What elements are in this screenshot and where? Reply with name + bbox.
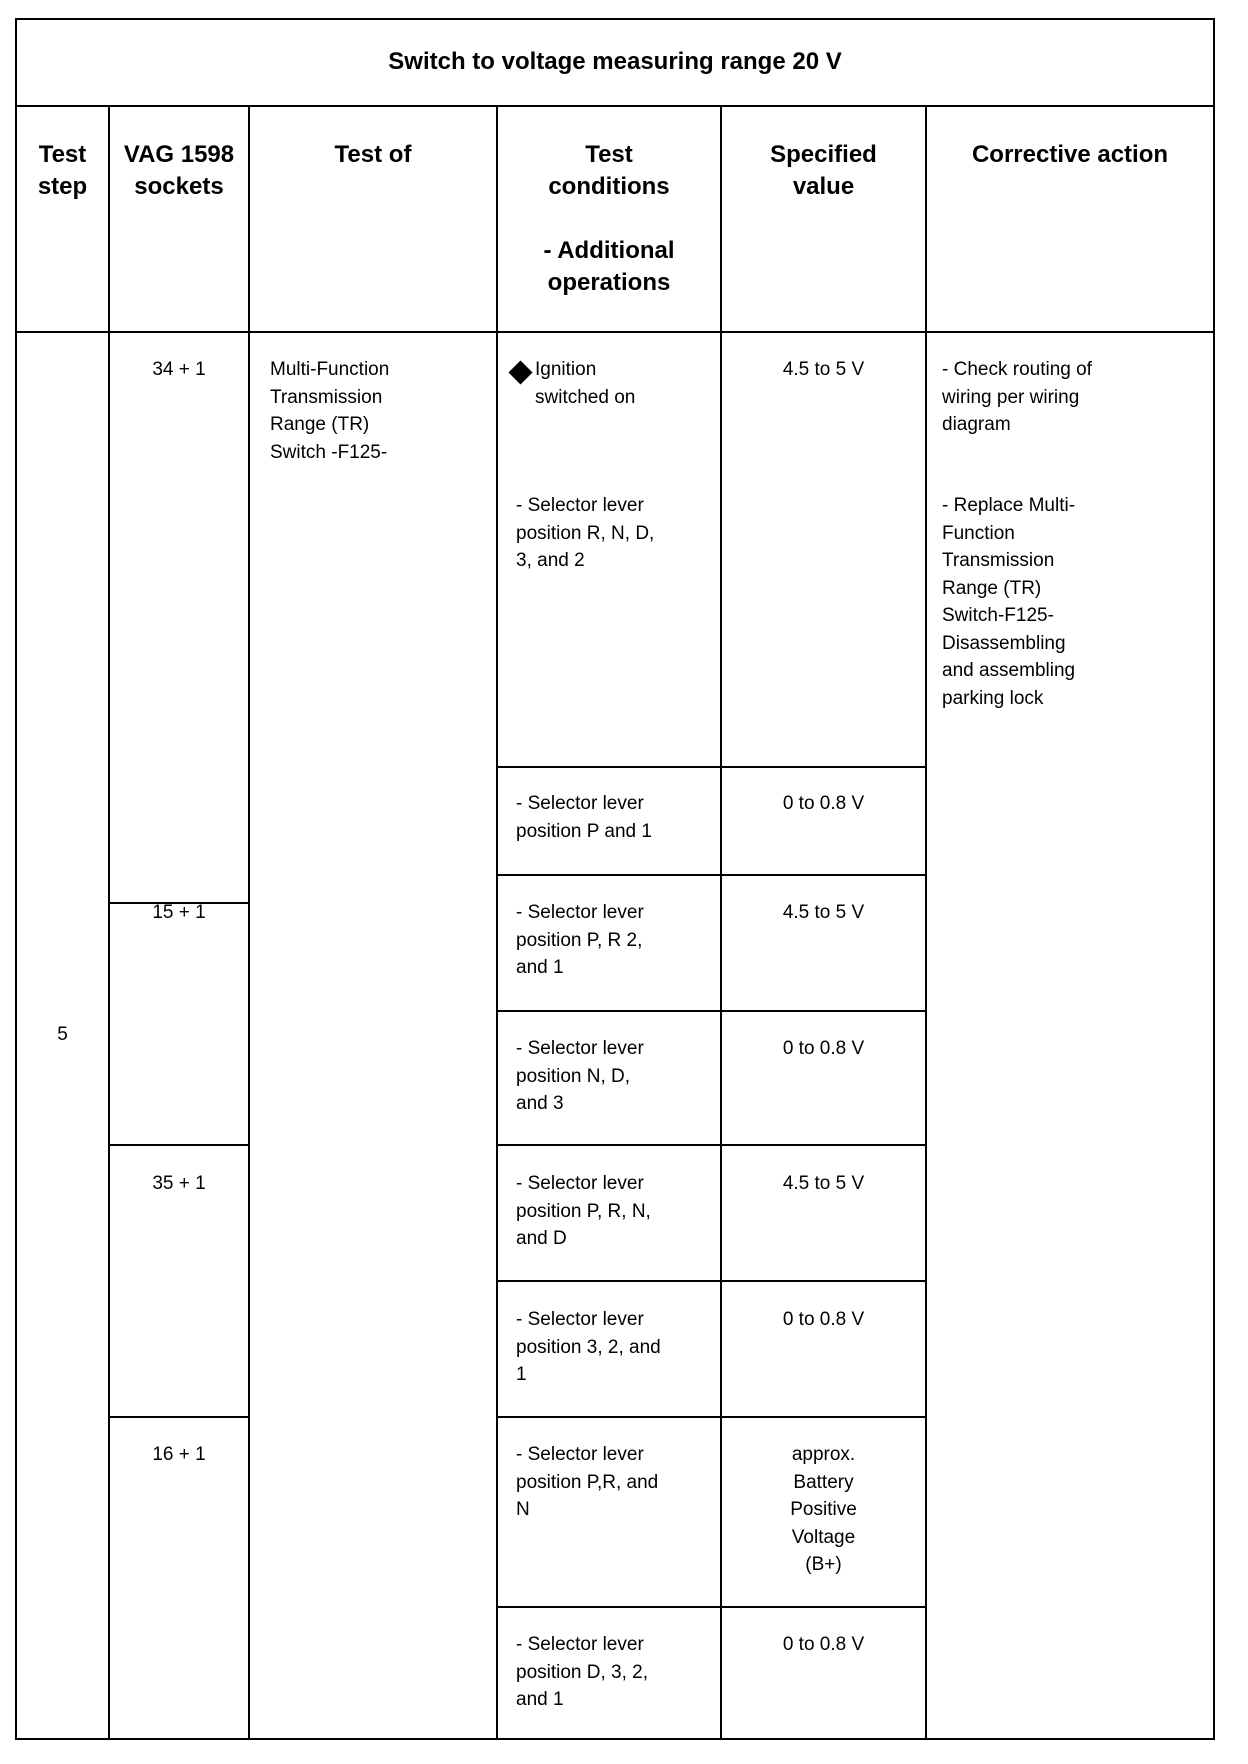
test-of-component: Multi-Function Transmission Range (TR) Switch -F125- [270, 359, 390, 463]
condition-cell: - Selector lever position N, D, and 3 [516, 1038, 644, 1114]
sockets-cell: 35 + 1 [152, 1173, 206, 1194]
sockets-row-divider [108, 1416, 250, 1418]
header-additional-operations: - Additional operations [543, 237, 675, 296]
row-divider [496, 874, 927, 876]
condition-cell: - Selector lever position P, R 2, and 1 [516, 902, 644, 978]
specified-value: approx. Battery Positive Voltage (B+) [790, 1444, 857, 1575]
sockets-cell: 16 + 1 [152, 1444, 206, 1465]
test-step-number: 5 [57, 1024, 68, 1045]
row-divider [496, 1280, 927, 1282]
corrective-action-check-routing: - Check routing of wiring per wiring diagram [942, 359, 1092, 435]
condition-cell: - Selector lever position P,R, and N [516, 1444, 659, 1520]
col-divider-2 [248, 105, 250, 1740]
table-border-top [15, 18, 1215, 20]
condition-cell: - Selector lever position P, R, N, and D [516, 1173, 651, 1249]
header-test-of: Test of [334, 141, 412, 168]
condition-cell: - Selector lever position 3, 2, and 1 [516, 1309, 661, 1385]
corrective-action-replace-switch: - Replace Multi- Function Transmission Range (TR) Switch-F125- Disassembling and assembling parking lock [942, 495, 1076, 709]
table-border-left [15, 18, 17, 1740]
table-border-bottom [15, 1738, 1215, 1740]
table-border-right [1213, 18, 1215, 1740]
condition-ignition: Ignition switched on [535, 359, 636, 408]
header-divider [15, 331, 1215, 333]
header-corrective-action: Corrective action [971, 141, 1169, 168]
header-test-conditions: Test conditions [548, 141, 670, 200]
row-divider [496, 1606, 927, 1608]
specified-value: 0 to 0.8 V [782, 1309, 865, 1330]
table-title: Switch to voltage measuring range 20 V [388, 48, 842, 75]
sockets-cell: 34 + 1 [152, 359, 206, 380]
col-divider-5 [925, 105, 927, 1740]
specified-value: 4.5 to 5 V [782, 1173, 865, 1194]
specified-value: 0 to 0.8 V [782, 1634, 865, 1655]
title-divider [15, 105, 1215, 107]
row-divider [496, 766, 927, 768]
diamond-bullet-icon [508, 360, 532, 384]
row-divider [496, 1010, 927, 1012]
condition-cell: - Selector lever position P and 1 [516, 793, 652, 842]
specified-value: 0 to 0.8 V [782, 1038, 865, 1059]
condition-cell: - Selector lever position R, N, D, 3, and 2 [516, 495, 655, 571]
specified-value: 4.5 to 5 V [782, 359, 865, 380]
row-divider [496, 1416, 927, 1418]
specified-value: 0 to 0.8 V [782, 793, 865, 814]
condition-cell: - Selector lever position D, 3, 2, and 1 [516, 1634, 649, 1710]
header-test-step: Test step [37, 141, 88, 200]
col-divider-3 [496, 105, 498, 1740]
header-specified-value: Specified value [770, 141, 877, 200]
specified-value: 4.5 to 5 V [782, 902, 865, 923]
row-divider [496, 1144, 927, 1146]
sockets-cell: 15 + 1 [152, 902, 206, 923]
header-sockets: VAG 1598 sockets [123, 141, 235, 200]
sockets-row-divider [108, 1144, 250, 1146]
